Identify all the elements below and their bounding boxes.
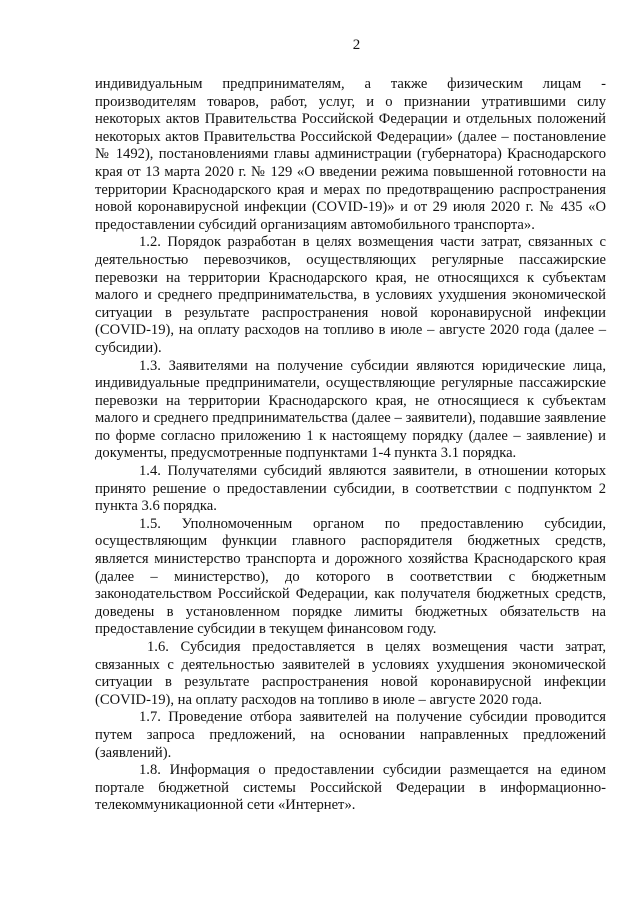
paragraph-1-6: 1.6. Субсидия предоставляется в целях возмещения части затрат, связанных с деятельностью заявителей в условиях ухудшения экономической ситуации в результате распространения новой коронавирусной инфекции (COVID-19), на оплату расходов на топливо в июле – августе 2020 года. <box>95 639 606 708</box>
paragraph-1-8: 1.8. Информация о предоставлении субсидии размещается на едином портале бюджетной системы Российской Федерации в информационно-телекоммуникационной сети «Интернет». <box>95 762 606 814</box>
paragraph-1-5: 1.5. Уполномоченным органом по предоставлению субсидии, осуществляющим функции главного распорядителя бюджетных средств, является министерство транспорта и дорожного хозяйства Краснодарского края (далее – министерство), до которого в соответствии с бюджетным законодательством Российской Федерации, как получателя бюджетных средств, доведены в установленном порядке лимиты бюджетных обязательств на предоставление субсидии в текущем финансовом году. <box>95 515 606 638</box>
paragraph-1-4: 1.4. Получателями субсидий являются заявители, в отношении которых принято решение о предоставлении субсидии, в соответствии с подпунктом 2 пункта 3.6 порядка. <box>95 463 606 515</box>
paragraph-1-3: 1.3. Заявителями на получение субсидии являются юридические лица, индивидуальные предприниматели, осуществляющие регулярные пассажирские перевозки на территории Краснодарского края, не относящиеся к субъектам малого и среднего предпринимательства (далее – заявители), подавшие заявление по форме согласно приложению 1 к настоящему порядку (далее – заявление) и документы, предусмотренные подпунктами 1-4 пункта 3.1 порядка. <box>95 357 606 462</box>
page-number: 2 <box>352 37 361 53</box>
paragraph-continuation: индивидуальным предпринимателям, а также физическим лицам - производителям товаров, работ, услуг, и о признании утратившими силу некоторых актов Правительства Российской Федерации и отдельных положений некоторых актов Правительства Российской Федерации» (далее – постановление № 1492), постановлениями главы администрации (губернатора) Краснодарского края от 13 марта 2020 г. № 129 «О введении режима повышенной готовности на территории Краснодарского края и мерах по предотвращению распространения новой коронавирусной инфекции (COVID-19)» и от 29 июля 2020 г. № 435 «О предоставлении субсидий организациям автомобильного транспорта». <box>95 76 606 233</box>
paragraph-1-7: 1.7. Проведение отбора заявителей на получение субсидии проводится путем запроса предложений, на основании направленных предложений (заявлений). <box>95 709 606 761</box>
paragraph-1-2: 1.2. Порядок разработан в целях возмещения части затрат, связанных с деятельностью перевозчиков, осуществляющих регулярные пассажирские перевозки на территории Краснодарского края, не относящихся к субъектам малого и среднего предпринимательства, в условиях ухудшения экономической ситуации в результате распространения новой коронавирусной инфекции (COVID-19), на оплату расходов на топливо в июле – августе 2020 года (далее – субсидии). <box>95 234 606 356</box>
